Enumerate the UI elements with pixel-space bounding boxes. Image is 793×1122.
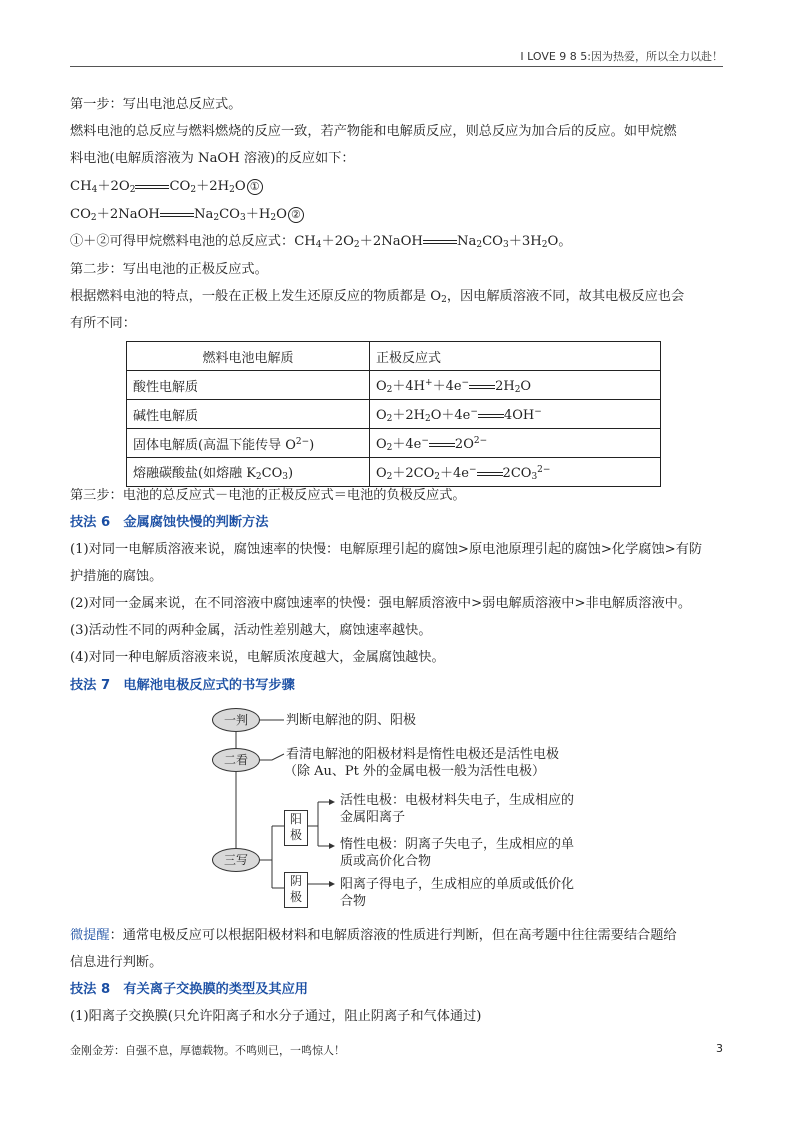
page-number: 3: [716, 1042, 723, 1055]
inert-electrode-2: 质或高价化合物: [340, 854, 432, 869]
sum-equation: ①＋②可得甲烷燃料电池的总反应式：$CH_4+2O_2+2NaOH$ $Na_2CO_3+3H_2O$。: [70, 234, 572, 250]
cathode-box: 阴极: [284, 872, 308, 908]
cathode-text-2: 合物: [340, 894, 367, 909]
active-electrode-2: 金属阳离子: [340, 810, 406, 825]
table-cell-reaction: $O_2+4H^++4e^-$ $2H_2O$: [370, 371, 661, 400]
cathode-reaction-table: [126, 341, 661, 487]
tip6-p1b: 护措施的腐蚀。: [70, 569, 163, 584]
basis-line-2: 有所不同：: [70, 316, 136, 331]
table-row: [127, 429, 661, 458]
table-cell-electrolyte: 熔融碳酸盐(如熔融 $K_2CO_3$): [127, 458, 370, 487]
table-cell-reaction: $O_2+2CO_2+4e^-$ $2CO_3^{2-}$: [370, 458, 661, 487]
footer-motto: 金刚金芳：自强不息，厚德载物。不鸣则已，一鸣惊人！: [70, 1044, 345, 1057]
cathode-text-1: 阳离子得电子，生成相应的单质或低价化: [340, 877, 575, 892]
step1-text: 第一步：写出电池总反应式。: [70, 97, 242, 112]
oval-look: 二看: [212, 748, 260, 772]
page-footer: [70, 1042, 723, 1058]
table-cell-electrolyte: 固体电解质(高温下能传导 $O^{2-}$): [127, 429, 370, 458]
intro-line-2: 料电池(电解质溶液为 NaOH 溶液)的反应如下：: [70, 151, 355, 166]
tip7-heading: 技法 7 电解池电极反应式的书写步骤: [70, 678, 295, 693]
electrode-steps-diagram: [200, 698, 620, 920]
marker-2: ②: [288, 207, 304, 223]
inert-electrode-1: 惰性电极：阴离子失电子，生成相应的单: [340, 837, 575, 852]
reminder-line-2: 信息进行判断。: [70, 955, 163, 970]
step3-text: 第三步：电池的总反应式－电池的正极反应式＝电池的负极反应式。: [70, 488, 466, 503]
active-electrode-1: 活性电极：电极材料失电子，生成相应的: [340, 793, 575, 808]
tip6-p2: (2)对同一金属来说，在不同溶液中腐蚀速率的快慢：强电解质溶液中>弱电解质溶液中>非电解质溶液中。: [70, 596, 692, 611]
judge-text: 判断电解池的阴、阳极: [286, 713, 417, 728]
marker-1: ①: [247, 179, 263, 195]
tip6-p3: (3)活动性不同的两种金属，活动性差别越大，腐蚀速率越快。: [70, 623, 432, 638]
table-cell-reaction: $O_2+4e^-$ $2O^{2-}$: [370, 429, 661, 458]
sum-prefix: ①＋②可得甲烷燃料电池的总反应式：: [70, 234, 295, 249]
table-header-electrolyte: 燃料电池电解质: [127, 342, 370, 371]
table-cell-electrolyte: 碱性电解质: [127, 400, 370, 429]
table-header-row: [127, 342, 661, 371]
table-row: [127, 371, 661, 400]
tip8-p1: (1)阳离子交换膜(只允许阳离子和水分子通过，阻止阴离子和气体通过): [70, 1009, 482, 1024]
table-row: [127, 400, 661, 429]
tip6-p4: (4)对同一种电解质溶液来说，电解质浓度越大，金属腐蚀越快。: [70, 650, 445, 665]
link-look: [260, 754, 284, 760]
step2-text: 第二步：写出电池的正极反应式。: [70, 262, 268, 277]
page-header: I LOVE 9 8 5:因为热爱，所以全力以赴！: [520, 50, 723, 63]
table-header-reaction: 正极反应式: [370, 342, 661, 371]
equation-2: $CO_2+2NaOH$ $Na_2CO_3+H_2O$ ②: [70, 206, 304, 227]
oval-write: 三写: [212, 848, 260, 872]
anode-box: 阳极: [284, 810, 308, 846]
intro-line-1: 燃料电池的总反应与燃料燃烧的反应一致，若产物能和电解质反应，则总反应为加合后的反应。如甲烷燃: [70, 124, 677, 139]
look-text-1: 看清电解池的阳极材料是惰性电极还是活性电极: [286, 747, 560, 762]
table-cell-reaction: $O_2+2H_2O+4e^-$ 4OH−: [370, 400, 661, 429]
tip6-p1a: (1)对同一电解质溶液来说，腐蚀速率的快慢：电解原理引起的腐蚀>原电池原理引起的腐蚀>化学腐蚀>有防: [70, 542, 703, 557]
table-row: [127, 458, 661, 487]
tip6-heading: 技法 6 金属腐蚀快慢的判断方法: [70, 515, 269, 530]
table-cell-electrolyte: 酸性电解质: [127, 371, 370, 400]
basis-line-1: 根据燃料电池的特点，一般在正极上发生还原反应的物质都是 $O_2$，因电解质溶液不同，故其电极反应也会: [70, 289, 685, 305]
tip8-heading: 技法 8 有关离子交换膜的类型及其应用: [70, 982, 308, 997]
look-text-2: （除 Au、Pt 外的金属电极一般为活性电极）: [284, 764, 545, 779]
equation-1: $CH_4+2O_2$ $CO_2+2H_2O$ ①: [70, 178, 263, 199]
oval-judge: 一判: [212, 708, 260, 732]
reminder-line-1: 微提醒：通常电极反应可以根据阳极材料和电解质溶液的性质进行判断，但在高考题中往往需要结合题给: [70, 928, 677, 943]
header-rule: [70, 66, 723, 67]
reminder-label: 微提醒: [70, 928, 110, 943]
